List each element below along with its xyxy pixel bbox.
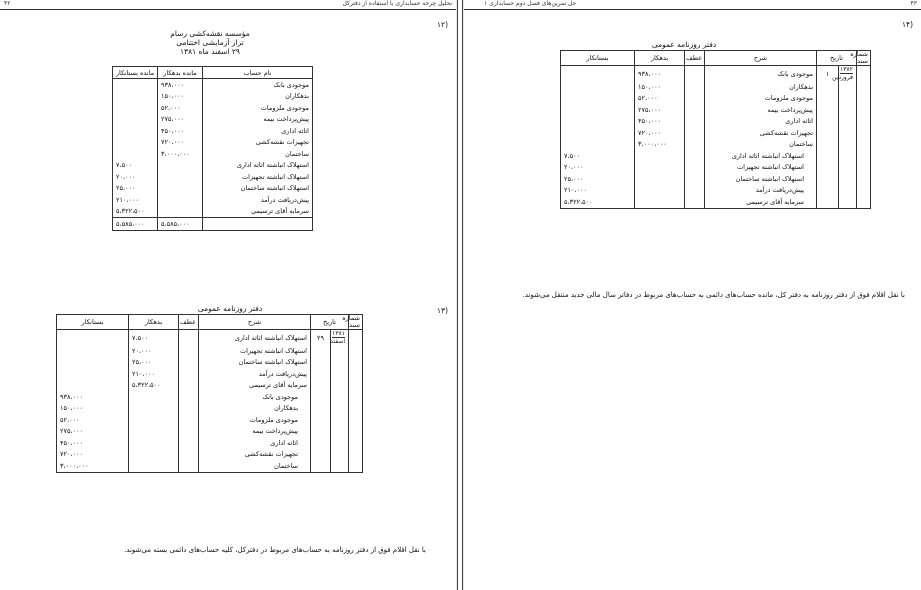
account-name: استهلاک انباشته اثاثه اداری: [203, 160, 313, 172]
debit-amount: [635, 162, 685, 174]
journal-row: [561, 139, 871, 151]
account-name: استهلاک انباشته ساختمان: [203, 183, 313, 195]
journal-row: [57, 460, 363, 472]
description: سرمایه آقای ترسیمی: [705, 196, 817, 208]
credit-amount: ۷،۵۰۰: [561, 150, 635, 162]
date-day-cell: [311, 437, 331, 449]
date-month-cell: [839, 150, 857, 162]
credit-balance: [113, 79, 158, 91]
journal-row: [57, 403, 363, 415]
journal-row: [561, 66, 871, 82]
debit-amount: [635, 173, 685, 185]
description: استهلاک انباشته اثاثه اداری: [705, 150, 817, 162]
left-header-title: تحلیل چرخه حسابداری با استفاده از دفترکل: [342, 0, 452, 7]
date-year: ۱۳۸۲: [840, 66, 853, 73]
credit-balance: ۵،۳۲۲،۵۰۰: [113, 206, 158, 218]
left-page-number: ۴۲: [4, 0, 11, 7]
date-day-cell: [311, 403, 331, 415]
journal-14-table: [560, 50, 871, 209]
col-debit: بدهکار: [129, 315, 179, 330]
total-label-cell: [203, 218, 313, 231]
reference-cell: [685, 81, 705, 93]
debit-amount: ۵۲،۰۰۰: [635, 93, 685, 105]
description: اثاثه اداری: [199, 437, 311, 449]
journal-13-note: با نقل اقلام فوق از دفتر روزنامه به حساب‌های مربوط در دفترکل، کلیه حساب‌های دائمی بسته می‌شوند.: [124, 546, 426, 554]
reference-cell: [685, 173, 705, 185]
journal-row: [57, 437, 363, 449]
reference-cell: [685, 185, 705, 197]
debit-amount: [129, 460, 179, 472]
journal-14-note: با نقل اقلام فوق از دفتر روزنامه به دفتر کل، مانده حساب‌های دائمی به حساب‌های مربوط در دفاتر سال مالی جدید منتقل می‌شوند.: [522, 291, 905, 299]
debit-amount: ۹۳۸،۰۰۰: [635, 66, 685, 82]
date-month-cell: [839, 127, 857, 139]
right-header-title: حل تمرین‌های فصل دوم حسابداری ۱: [484, 0, 577, 7]
description: بدهکاران: [199, 403, 311, 415]
total-credit: ۵،۵۸۵،۰۰۰: [113, 218, 158, 231]
credit-balance: ۲۱۰،۰۰۰: [113, 194, 158, 206]
reference-cell: [179, 437, 199, 449]
description: پیش‌پرداخت بیمه: [705, 104, 817, 116]
journal-row: [561, 150, 871, 162]
date-month-cell: [331, 368, 349, 380]
date-day: ۱: [825, 69, 830, 78]
trial-balance-row: [113, 102, 313, 114]
doc-number-cell: [857, 162, 871, 174]
journal-row: [561, 173, 871, 185]
account-name: پیش‌پرداخت بیمه: [203, 114, 313, 126]
account-name: استهلاک انباشته تجهیزات: [203, 171, 313, 183]
col-credit-balance: مانده بستانکار: [113, 67, 158, 79]
col-debit: بدهکار: [635, 51, 685, 66]
reference-cell: [685, 104, 705, 116]
credit-balance: ۷،۵۰۰: [113, 160, 158, 172]
trial-balance-row: [113, 194, 313, 206]
date-day-cell: [311, 391, 331, 403]
debit-balance: ۱۵۰،۰۰۰: [158, 91, 203, 103]
question-12-number: (۱۲: [437, 20, 448, 29]
account-name: موجودی بانک: [203, 79, 313, 91]
trial-balance-row: [113, 91, 313, 103]
reference-cell: [179, 414, 199, 426]
credit-amount: [561, 104, 635, 116]
col-doc-number: شماره سند: [857, 51, 871, 66]
debit-amount: ۳،۰۰۰،۰۰۰: [635, 139, 685, 151]
description: استهلاک انباشته ساختمان: [199, 357, 311, 369]
date-month-cell: [331, 357, 349, 369]
doc-number-cell: [349, 460, 363, 472]
credit-amount: ۷۲۰،۰۰۰: [57, 449, 129, 461]
debit-balance: ۷۲۰،۰۰۰: [158, 137, 203, 149]
credit-amount: ۲۱۰،۰۰۰: [561, 185, 635, 197]
debit-amount: ۷،۵۰۰: [129, 330, 179, 346]
reference-cell: [179, 403, 199, 415]
doc-number-cell: [857, 185, 871, 197]
date-day-cell: [817, 196, 839, 208]
col-reference: عطف: [179, 315, 199, 330]
doc-number-cell: [349, 345, 363, 357]
date-day-cell: [311, 449, 331, 461]
date-month-cell: [331, 391, 349, 403]
reference-cell: [179, 330, 199, 346]
journal-row: [57, 368, 363, 380]
debit-balance: [158, 160, 203, 172]
trial-balance-date: ۲۹ اسفند ماه ۱۳۸۱: [180, 47, 240, 56]
debit-amount: [129, 437, 179, 449]
journal-row: [57, 357, 363, 369]
description: پیش‌دریافت درآمد: [199, 368, 311, 380]
description: اثاثه اداری: [705, 116, 817, 128]
journal-row: [561, 81, 871, 93]
date-day-cell: [817, 104, 839, 116]
description: پیش‌دریافت درآمد: [705, 185, 817, 197]
date-day-cell: [817, 139, 839, 151]
col-account-name: نام حساب: [203, 67, 313, 79]
description: ساختمان: [705, 139, 817, 151]
debit-amount: ۲۵،۰۰۰: [129, 357, 179, 369]
debit-balance: ۴۵۰،۰۰۰: [158, 125, 203, 137]
date-day-cell: [311, 330, 331, 346]
date-month-cell: [839, 162, 857, 174]
date-month-cell: [331, 460, 349, 472]
account-name: بدهکاران: [203, 91, 313, 103]
date-day-cell: [817, 162, 839, 174]
credit-amount: ۵۲،۰۰۰: [57, 414, 129, 426]
date-month: اسفند: [330, 338, 345, 345]
date-day-cell: [311, 345, 331, 357]
doc-number-cell: [349, 357, 363, 369]
reference-cell: [685, 139, 705, 151]
col-credit: بستانکار: [561, 51, 635, 66]
date-day-cell: [817, 173, 839, 185]
description: استهلاک انباشته ساختمان: [705, 173, 817, 185]
journal-row: [57, 414, 363, 426]
description: تجهیزات نقشه‌کشی: [199, 449, 311, 461]
doc-number-cell: [857, 81, 871, 93]
reference-cell: [179, 357, 199, 369]
account-name: سرمایه آقای ترسیمی: [203, 206, 313, 218]
date-month-cell: [331, 437, 349, 449]
credit-balance: [113, 148, 158, 160]
left-page: [0, 0, 456, 590]
journal-13-title: دفتر روزنامه عمومی: [197, 304, 263, 313]
doc-number-cell: [857, 116, 871, 128]
credit-amount: [561, 93, 635, 105]
journal-row: [57, 345, 363, 357]
company-name: مؤسسه نقشه‌کشی رسام: [170, 29, 250, 38]
date-day-cell: [311, 426, 331, 438]
doc-number-cell: [349, 426, 363, 438]
credit-amount: [57, 357, 129, 369]
journal-row: [561, 196, 871, 208]
reference-cell: [685, 150, 705, 162]
description: موجودی بانک: [199, 391, 311, 403]
description: استهلاک انباشته اثاثه اداری: [199, 330, 311, 346]
date-day-cell: [311, 414, 331, 426]
date-day-cell: [817, 185, 839, 197]
trial-balance-table: [112, 66, 313, 231]
account-name: اثاثه اداری: [203, 125, 313, 137]
doc-number-cell: [857, 93, 871, 105]
account-name: پیش‌دریافت درآمد: [203, 194, 313, 206]
reference-cell: [685, 93, 705, 105]
trial-balance-row: [113, 79, 313, 91]
date-month-cell: [839, 116, 857, 128]
col-reference: عطف: [685, 51, 705, 66]
trial-balance-total-row: [113, 218, 313, 231]
account-name: تجهیزات نقشه‌کشی: [203, 137, 313, 149]
reference-cell: [179, 426, 199, 438]
right-running-header: [464, 0, 921, 10]
date-month-cell: [839, 93, 857, 105]
reference-cell: [179, 460, 199, 472]
trial-balance-row: [113, 160, 313, 172]
description: موجودی ملزومات: [199, 414, 311, 426]
credit-amount: [561, 139, 635, 151]
reference-cell: [179, 449, 199, 461]
date-day: ۲۹: [317, 333, 324, 342]
date-day-cell: [817, 93, 839, 105]
date-month-cell: [832, 66, 857, 82]
date-month-cell: [331, 345, 349, 357]
debit-amount: ۷۲۰،۰۰۰: [635, 127, 685, 139]
journal-row: [57, 426, 363, 438]
journal-row: [561, 116, 871, 128]
date-month-cell: [839, 185, 857, 197]
doc-number-cell: [857, 104, 871, 116]
trial-balance-row: [113, 183, 313, 195]
debit-amount: [129, 414, 179, 426]
debit-amount: ۲۱۰،۰۰۰: [129, 368, 179, 380]
credit-amount: ۳،۰۰۰،۰۰۰: [57, 460, 129, 472]
debit-amount: [635, 185, 685, 197]
col-date: تاریخ: [311, 315, 349, 330]
doc-number-cell: [349, 391, 363, 403]
reference-cell: [685, 127, 705, 139]
date-day-cell: [311, 357, 331, 369]
journal-row: [57, 391, 363, 403]
description: موجودی بانک: [705, 66, 817, 82]
credit-amount: ۹۳۸،۰۰۰: [57, 391, 129, 403]
credit-amount: ۴۵۰،۰۰۰: [57, 437, 129, 449]
debit-balance: [158, 194, 203, 206]
debit-amount: ۲۰،۰۰۰: [129, 345, 179, 357]
description: تجهیزات نقشه‌کشی: [705, 127, 817, 139]
account-name: موجودی ملزومات: [203, 102, 313, 114]
debit-amount: ۲۷۵،۰۰۰: [635, 104, 685, 116]
journal-row: [561, 185, 871, 197]
debit-amount: [129, 449, 179, 461]
description: استهلاک انباشته تجهیزات: [199, 345, 311, 357]
debit-amount: [635, 150, 685, 162]
credit-amount: [57, 330, 129, 346]
debit-balance: ۹۳۸،۰۰۰: [158, 79, 203, 91]
description: استهلاک انباشته تجهیزات: [705, 162, 817, 174]
description: موجودی ملزومات: [705, 93, 817, 105]
question-13-number: (۱۳: [437, 306, 448, 315]
credit-balance: ۲۵،۰۰۰: [113, 183, 158, 195]
date-month-cell: [839, 139, 857, 151]
journal-row: [561, 162, 871, 174]
date-day-cell: [311, 460, 331, 472]
reference-cell: [179, 368, 199, 380]
date-month-cell: [839, 173, 857, 185]
trial-balance-row: [113, 206, 313, 218]
credit-amount: [57, 368, 129, 380]
doc-number-cell: [349, 380, 363, 392]
description: سرمایه آقای ترسیمی: [199, 380, 311, 392]
date-month-cell: [839, 81, 857, 93]
date-day-cell: [311, 368, 331, 380]
doc-number-cell: [857, 127, 871, 139]
credit-amount: ۲۷۵،۰۰۰: [57, 426, 129, 438]
credit-balance: ۲۰،۰۰۰: [113, 171, 158, 183]
reference-cell: [685, 196, 705, 208]
debit-amount: ۵،۳۲۲،۵۰۰: [129, 380, 179, 392]
debit-balance: ۳،۰۰۰،۰۰۰: [158, 148, 203, 160]
date-month: فروردین: [832, 74, 853, 81]
description: ساختمان: [199, 460, 311, 472]
journal-14-header-row: [561, 51, 871, 66]
credit-amount: [561, 66, 635, 82]
credit-balance: [113, 91, 158, 103]
doc-number-cell: [349, 437, 363, 449]
journal-13-header-row: [57, 315, 363, 330]
reference-cell: [685, 66, 705, 82]
question-14-number: (۱۴: [902, 20, 913, 29]
trial-balance-row: [113, 125, 313, 137]
trial-balance-header-row: [113, 67, 313, 79]
reference-cell: [179, 345, 199, 357]
debit-amount: ۴۵۰،۰۰۰: [635, 116, 685, 128]
credit-balance: [113, 114, 158, 126]
journal-row: [561, 93, 871, 105]
book-spine: [456, 0, 464, 590]
doc-number-cell: [857, 139, 871, 151]
left-running-header: [0, 0, 456, 10]
credit-amount: [561, 127, 635, 139]
description: بدهکاران: [705, 81, 817, 93]
doc-number-cell: [857, 66, 871, 82]
credit-amount: [57, 345, 129, 357]
doc-number-cell: [857, 173, 871, 185]
col-debit-balance: مانده بدهکار: [158, 67, 203, 79]
credit-amount: ۲۵،۰۰۰: [561, 173, 635, 185]
col-date: تاریخ: [817, 51, 857, 66]
date-month-cell: [839, 196, 857, 208]
journal-row: [57, 449, 363, 461]
reference-cell: [179, 380, 199, 392]
reference-cell: [179, 391, 199, 403]
date-day-cell: [311, 380, 331, 392]
right-page: [464, 0, 921, 590]
credit-balance: [113, 137, 158, 149]
date-day-cell: [817, 127, 839, 139]
debit-amount: [129, 426, 179, 438]
debit-amount: [129, 391, 179, 403]
date-year: ۱۳۸۱: [332, 330, 345, 337]
reference-cell: [685, 116, 705, 128]
trial-balance-row: [113, 171, 313, 183]
journal-row: [57, 330, 363, 346]
date-day-cell: [817, 81, 839, 93]
journal-14-title: دفتر روزنامه عمومی: [651, 40, 717, 49]
credit-amount: ۲۰،۰۰۰: [561, 162, 635, 174]
col-description: شرح: [705, 51, 817, 66]
date-month-cell: [839, 104, 857, 116]
debit-balance: ۲۷۵،۰۰۰: [158, 114, 203, 126]
date-month-cell: [331, 426, 349, 438]
debit-amount: ۱۵۰،۰۰۰: [635, 81, 685, 93]
credit-amount: [561, 116, 635, 128]
right-page-number: ۴۳: [910, 0, 917, 7]
date-month-cell: [331, 449, 349, 461]
trial-balance-row: [113, 137, 313, 149]
debit-amount: [635, 196, 685, 208]
total-debit: ۵،۵۸۵،۰۰۰: [158, 218, 203, 231]
col-credit: بستانکار: [57, 315, 129, 330]
doc-number-cell: [857, 150, 871, 162]
debit-balance: [158, 206, 203, 218]
journal-row: [561, 104, 871, 116]
credit-balance: [113, 125, 158, 137]
date-month-cell: [331, 403, 349, 415]
doc-number-cell: [349, 449, 363, 461]
col-doc-number: شماره سند: [349, 315, 363, 330]
debit-balance: ۵۲،۰۰۰: [158, 102, 203, 114]
debit-amount: [129, 403, 179, 415]
trial-balance-row: [113, 114, 313, 126]
debit-balance: [158, 171, 203, 183]
credit-amount: [57, 380, 129, 392]
date-month-cell: [331, 380, 349, 392]
journal-13-table: [56, 314, 363, 473]
trial-balance-row: [113, 148, 313, 160]
doc-number-cell: [349, 414, 363, 426]
doc-number-cell: [349, 403, 363, 415]
col-description: شرح: [199, 315, 311, 330]
trial-balance-title: تراز آزمایشی اختتامی: [176, 38, 244, 47]
debit-balance: [158, 183, 203, 195]
doc-number-cell: [349, 330, 363, 346]
credit-balance: [113, 102, 158, 114]
doc-number-cell: [857, 196, 871, 208]
date-month-cell: [331, 414, 349, 426]
date-day-cell: [817, 150, 839, 162]
date-day-cell: [817, 116, 839, 128]
description: پیش‌پرداخت بیمه: [199, 426, 311, 438]
reference-cell: [685, 162, 705, 174]
doc-number-cell: [349, 368, 363, 380]
credit-amount: ۱۵۰،۰۰۰: [57, 403, 129, 415]
date-month-cell: [331, 330, 349, 346]
journal-row: [57, 380, 363, 392]
credit-amount: [561, 81, 635, 93]
journal-row: [561, 127, 871, 139]
trial-balance-caption: [110, 29, 310, 56]
credit-amount: ۵،۳۲۲،۵۰۰: [561, 196, 635, 208]
account-name: ساختمان: [203, 148, 313, 160]
